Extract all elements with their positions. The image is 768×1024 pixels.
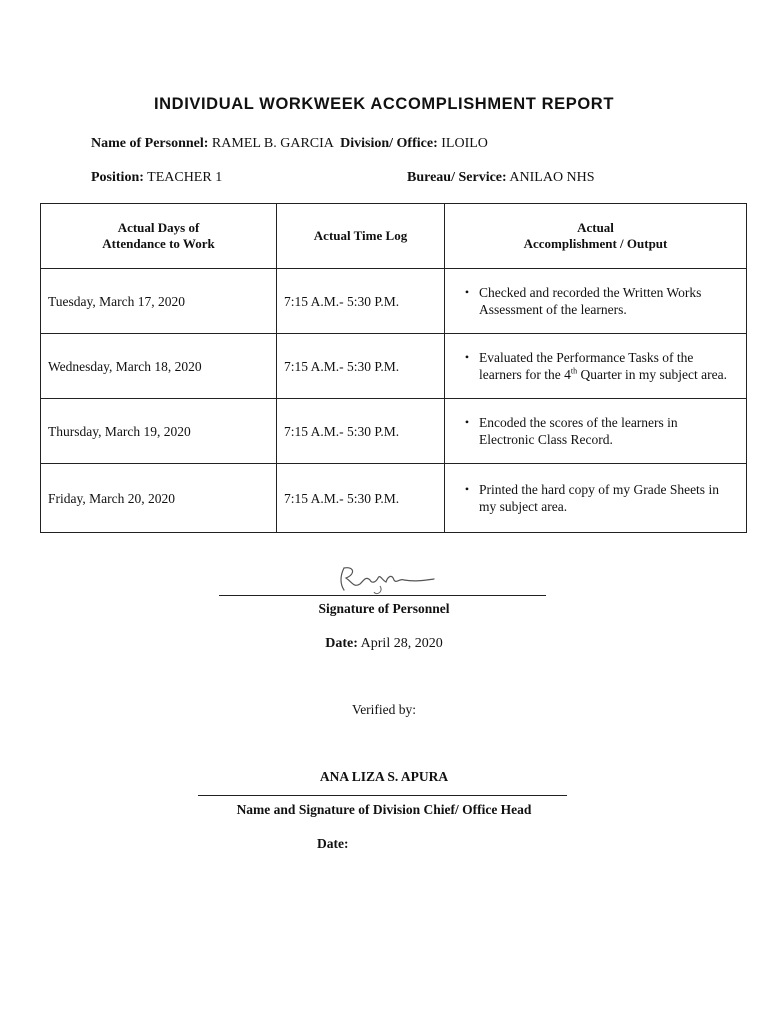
accomplishment-table xyxy=(40,203,747,533)
table-row xyxy=(41,334,747,399)
output-text xyxy=(479,349,736,383)
verification-date-label: Date: xyxy=(317,836,349,851)
row-day: Wednesday, March 18, 2020 xyxy=(41,334,277,399)
position-label: Position: xyxy=(91,170,144,185)
row-output xyxy=(445,399,747,464)
output-text-part-b: Quarter in my subject area. xyxy=(577,367,728,382)
position-line xyxy=(91,170,222,186)
row-day: Tuesday, March 17, 2020 xyxy=(41,269,277,334)
name-label: Name of Personnel: xyxy=(91,136,209,151)
row-time: 7:15 A.M.- 5:30 P.M. xyxy=(277,399,445,464)
signature-date-label: Date: xyxy=(325,636,358,651)
bullet-icon: • xyxy=(464,350,470,364)
output-text: Checked and recorded the Written Works Assessment of the learners. xyxy=(479,285,702,317)
row-day: Thursday, March 19, 2020 xyxy=(41,399,277,464)
header-acc-line1: Actual xyxy=(577,220,614,235)
output-text: Printed the hard copy of my Grade Sheets in my subject area. xyxy=(479,482,719,514)
header-days-line2: Attendance to Work xyxy=(102,236,215,251)
row-output xyxy=(445,334,747,399)
bureau-value: ANILAO NHS xyxy=(509,170,595,185)
report-title: INDIVIDUAL WORKWEEK ACCOMPLISHMENT REPORT xyxy=(153,95,614,113)
signature-date xyxy=(0,636,768,652)
output-text: Encoded the scores of the learners in Electronic Class Record. xyxy=(479,415,678,447)
personnel-name-line xyxy=(91,136,488,152)
output-text-part-a: Evaluated the Performance Tasks of the learners for the 4 xyxy=(479,350,694,382)
row-day: Friday, March 20, 2020 xyxy=(41,464,277,533)
table-header-row xyxy=(41,204,747,269)
bullet-icon: • xyxy=(464,415,470,429)
office-head-label: Name and Signature of Division Chief/ Office Head xyxy=(236,802,532,817)
table-row xyxy=(41,399,747,464)
office-head-signature-line xyxy=(198,795,567,796)
bullet-icon: • xyxy=(464,482,470,496)
bureau-line xyxy=(407,170,595,186)
header-days xyxy=(41,204,277,269)
signature-date-value: April 28, 2020 xyxy=(360,636,443,651)
bureau-label: Bureau/ Service: xyxy=(407,170,507,185)
output-superscript: th xyxy=(570,366,578,376)
name-value: RAMEL B. GARCIA xyxy=(211,136,334,151)
table-row xyxy=(41,269,747,334)
position-value: TEACHER 1 xyxy=(147,170,223,185)
personnel-signature-line xyxy=(219,595,546,596)
division-label: Division/ Office: xyxy=(340,136,438,151)
header-days-line1: Actual Days of xyxy=(117,220,200,235)
bullet-icon: • xyxy=(464,285,470,299)
row-output xyxy=(445,269,747,334)
row-time: 7:15 A.M.- 5:30 P.M. xyxy=(277,334,445,399)
office-head-name: ANA LIZA S. APURA xyxy=(319,769,449,784)
row-time: 7:15 A.M.- 5:30 P.M. xyxy=(277,464,445,533)
signature-label: Signature of Personnel xyxy=(318,601,450,616)
row-output xyxy=(445,464,747,533)
header-acc-line2: Accomplishment / Output xyxy=(523,236,668,251)
verified-by-label: Verified by: xyxy=(351,702,417,717)
handwritten-signature-icon xyxy=(330,562,440,598)
division-value: ILOILO xyxy=(441,136,488,151)
table-row xyxy=(41,464,747,533)
header-time: Actual Time Log xyxy=(277,204,445,269)
header-accomplishment xyxy=(445,204,747,269)
row-time: 7:15 A.M.- 5:30 P.M. xyxy=(277,269,445,334)
